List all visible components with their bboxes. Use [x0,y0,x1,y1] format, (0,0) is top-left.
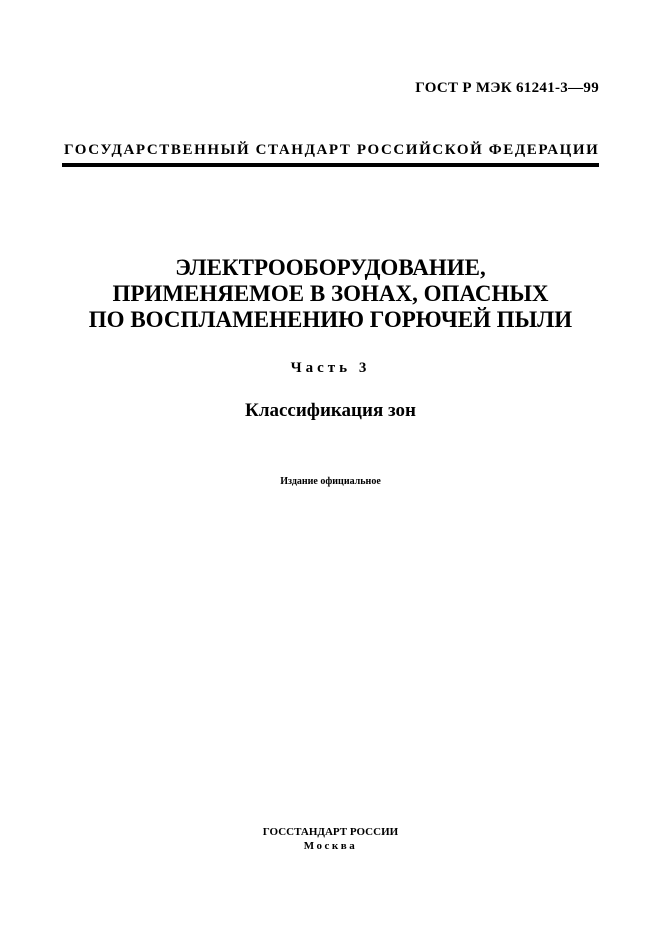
header-rule [62,163,599,167]
publisher-name: ГОССТАНДАРТ РОССИИ [262,826,399,838]
edition-label: Издание официальное [280,476,381,487]
title-line: ПО ВОСПЛАМЕНЕНИЮ ГОРЮЧЕЙ ПЫЛИ [88,307,573,332]
document-code: ГОСТ Р МЭК 61241-3—99 [415,80,599,96]
title-line: ПРИМЕНЯЕМОЕ В ЗОНАХ, ОПАСНЫХ [112,281,549,306]
publication-city: Москва [303,840,358,852]
document-subtitle: Классификация зон [245,400,416,421]
title-line: ЭЛЕКТРООБОРУДОВАНИЕ, [175,255,486,280]
document-title [0,255,661,333]
standard-header: ГОСУДАРСТВЕННЫЙ СТАНДАРТ РОССИЙСКОЙ ФЕДЕРАЦИИ [64,142,600,158]
part-label: Часть 3 [290,360,371,376]
